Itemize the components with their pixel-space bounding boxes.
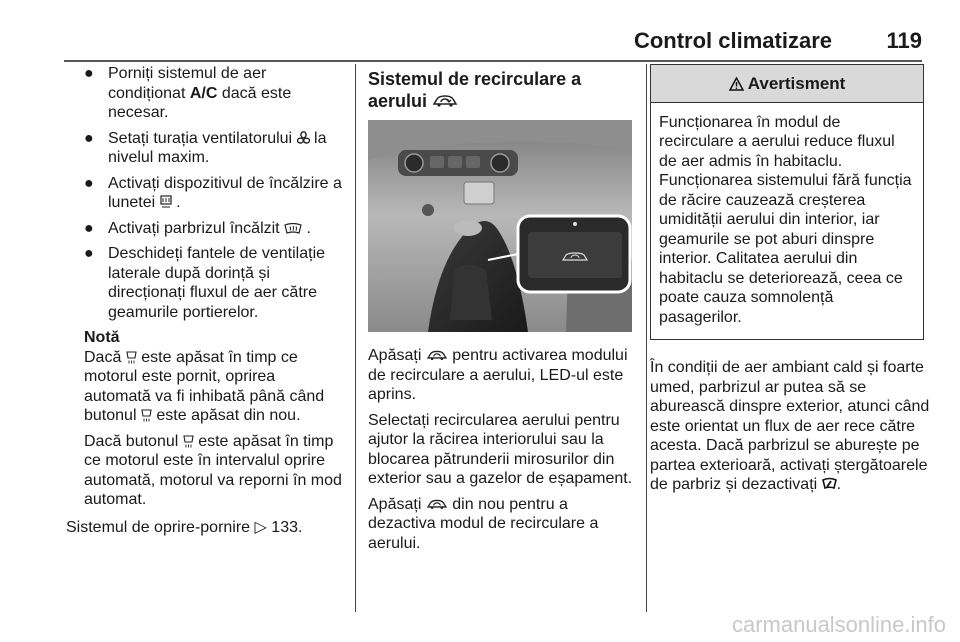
paragraph: Apăsați din nou pentru a dezactiva modul de recirculare a aerului. [368, 495, 599, 552]
air-recirculation-icon [426, 498, 448, 511]
left-column [66, 64, 346, 537]
page-title: Control climatizare [633, 28, 832, 53]
right-column [650, 64, 930, 511]
list-item: ● Setați turația ventilatorului la nivelul maxim. [84, 129, 327, 166]
page-ref-link[interactable]: 133. [271, 518, 303, 536]
header-rule [64, 60, 922, 62]
console-photo [368, 120, 632, 332]
paragraph: În condiții de aer ambiant cald și foarte umed, parbrizul ar putea să se aburească dinspre exterior, atunci când este orientat un flux de aer rece către acesta. Dacă parbrizul se aburește pe partea exterioară, activați ștergătoarele de parbriz și dezactivați . [650, 359, 930, 493]
warning-body: Funcționarea în modul de recirculare a aerului reduce fluxul de aer admis în habitaclu. Funcționarea sistemului fără funcția de răcire cauzează creșterea umidității aerului din interior, iar geamurile se pot aburi dinspre interior. Calitatea aerului din habitaclu se deteriorează, ceea ce poate cauza somnolență pasagerilor. [659, 113, 912, 326]
list-item: ● Porniți sistemul de aer condiționat A/C dacă este necesar. [84, 65, 292, 121]
fan-icon [297, 131, 310, 145]
warning-header: Avertisment [651, 65, 923, 103]
wiper-off-icon [822, 477, 837, 491]
list-item: ● Activați dispozitivul de încălzire a lunetei . [84, 174, 342, 211]
max-defrost-icon [183, 435, 194, 448]
air-recirculation-icon [432, 93, 458, 109]
column-divider [646, 64, 647, 612]
rear-defrost-icon [160, 195, 172, 209]
front-heated-windscreen-icon [284, 223, 302, 235]
warning-box [650, 64, 924, 340]
air-recirculation-icon [426, 349, 448, 362]
max-defrost-icon [141, 409, 152, 422]
watermark: carmanualsonline.info [731, 612, 946, 637]
list-item: ● Activați parbrizul încălzit . [84, 219, 311, 237]
instruction-list [66, 64, 346, 322]
cross-reference: Sistemul de oprire-pornire ▷ 133. [66, 518, 303, 536]
paragraph: Selectați recircularea aerului pentru ajutor la răcirea interiorului sau la blocarea pătrunderii mirosurilor din exterior sau a gazelor de eșapament. [368, 411, 633, 487]
max-defrost-icon [126, 351, 137, 364]
note-heading: Notă [84, 329, 120, 346]
page-ref-arrow-icon: ▷ [254, 518, 267, 536]
list-item: ● Deschideți fantele de ventilație laterale după dorință și direcționați fluxul de aer către geamurile portierelor. [84, 245, 326, 321]
ac-label: A/C [189, 84, 218, 102]
note-paragraph: Dacă este apăsat în timp ce motorul este pornit, oprirea automată va fi inhibată până când butonul este apăsat din nou. [84, 348, 325, 424]
note-paragraph: Dacă butonul este apăsat în timp ce motorul este în intervalul oprire automată, motorul va reporni în mod automat. [84, 432, 342, 508]
page-header [0, 22, 960, 62]
column-divider [355, 64, 356, 612]
warning-triangle-icon [729, 77, 744, 91]
paragraph: Apăsați pentru activarea modului de recirculare a aerului, LED-ul este aprins. [368, 347, 628, 403]
page-number: 119 [886, 28, 922, 53]
section-title: Sistemul de recirculare a aerului [368, 69, 582, 111]
note-box [66, 328, 346, 510]
middle-column [368, 64, 634, 559]
